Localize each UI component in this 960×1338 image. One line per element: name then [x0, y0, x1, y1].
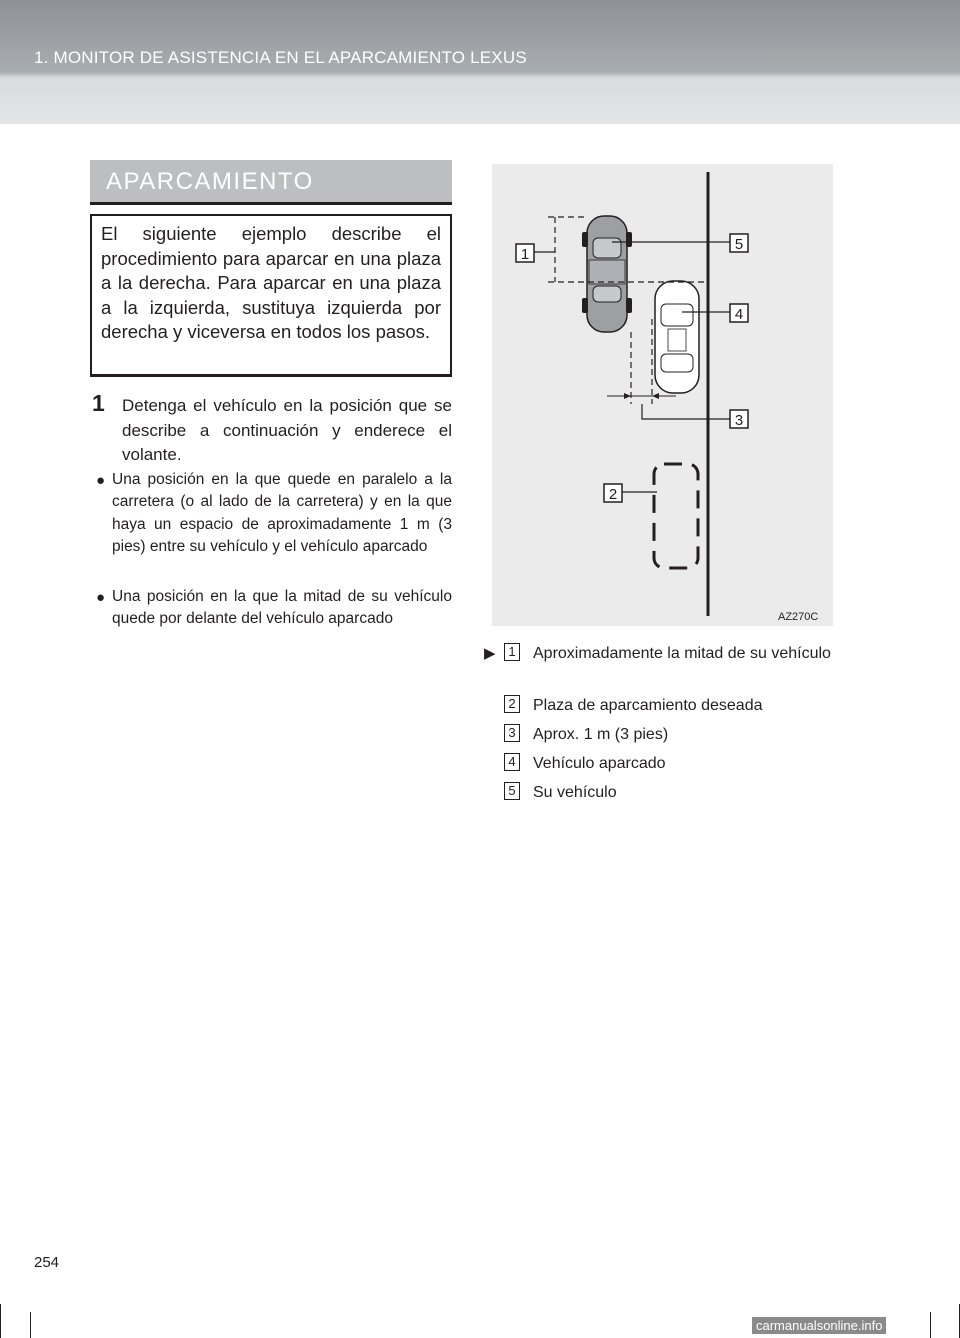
legend-number: 5: [504, 782, 520, 800]
callout-4-label: 4: [734, 306, 744, 323]
legend-text: Su vehículo: [533, 784, 617, 801]
callout-boxes: [516, 234, 748, 503]
bullet-dot-icon: ●: [96, 589, 106, 606]
legend-number: 1: [504, 643, 520, 661]
callout-2-label: 2: [608, 486, 618, 503]
your-vehicle-icon: [582, 216, 632, 332]
watermark[interactable]: carmanualsonline.info: [752, 1317, 886, 1334]
legend-text: Vehículo aparcado: [533, 755, 666, 772]
figure-code: AZ270C: [778, 611, 819, 623]
legend-number: 3: [504, 724, 520, 742]
parking-diagram: [492, 164, 833, 626]
parking-diagram-svg: [492, 164, 833, 626]
callout-1-label: 1: [520, 246, 530, 263]
legend-text: Aprox. 1 m (3 pies): [533, 726, 669, 743]
bullet-dot-icon: ●: [96, 472, 106, 489]
section-title: APARCAMIENTO: [106, 168, 314, 195]
intro-box: [90, 214, 452, 377]
legend-arrow-icon: ▶: [484, 645, 496, 662]
crop-mark: [30, 1312, 31, 1338]
bullet-text: Una posición en la que quede en paralelo a la carretera (o al lado de la carretera) y en la que haya un espacio de aproximadamente 1 m (3 pies) entre su vehículo y el vehículo aparcado: [112, 471, 452, 556]
step-text: Detenga el vehículo en la posición que se describe a continuación y enderece el volante.: [122, 396, 452, 464]
gap-guides: [631, 319, 652, 404]
legend-number: 4: [504, 753, 520, 771]
chapter-title: 1. MONITOR DE ASISTENCIA EN EL APARCAMIENTO LEXUS: [34, 48, 527, 67]
bullet-text: Una posición en la que la mitad de su vehículo quede por delante del vehículo aparcado: [112, 588, 452, 628]
callout-leaders: [534, 242, 730, 492]
legend-text: Aproximadamente la mitad de su vehículo: [533, 645, 831, 662]
page-number: 254: [34, 1254, 60, 1271]
legend-text: Plaza de aparcamiento deseada: [533, 697, 763, 714]
parked-vehicle-icon: [655, 281, 699, 393]
crop-mark: [0, 1304, 1, 1338]
callout-5-label: 5: [734, 236, 744, 253]
section-heading-bar: [90, 160, 452, 205]
header-band: [0, 0, 960, 124]
target-parking-space: [654, 464, 698, 568]
intro-text: El siguiente ejemplo describe el procedimiento para aparcar en una plaza a la derecha. Para aparcar en una plaza a la izquierda, sustituya izquierda por derecha y viceversa en todos los pasos.: [101, 223, 441, 342]
legend-number: 2: [504, 695, 520, 713]
callout-3-label: 3: [734, 412, 744, 429]
crop-mark: [930, 1312, 931, 1338]
step-number: 1: [92, 390, 105, 416]
